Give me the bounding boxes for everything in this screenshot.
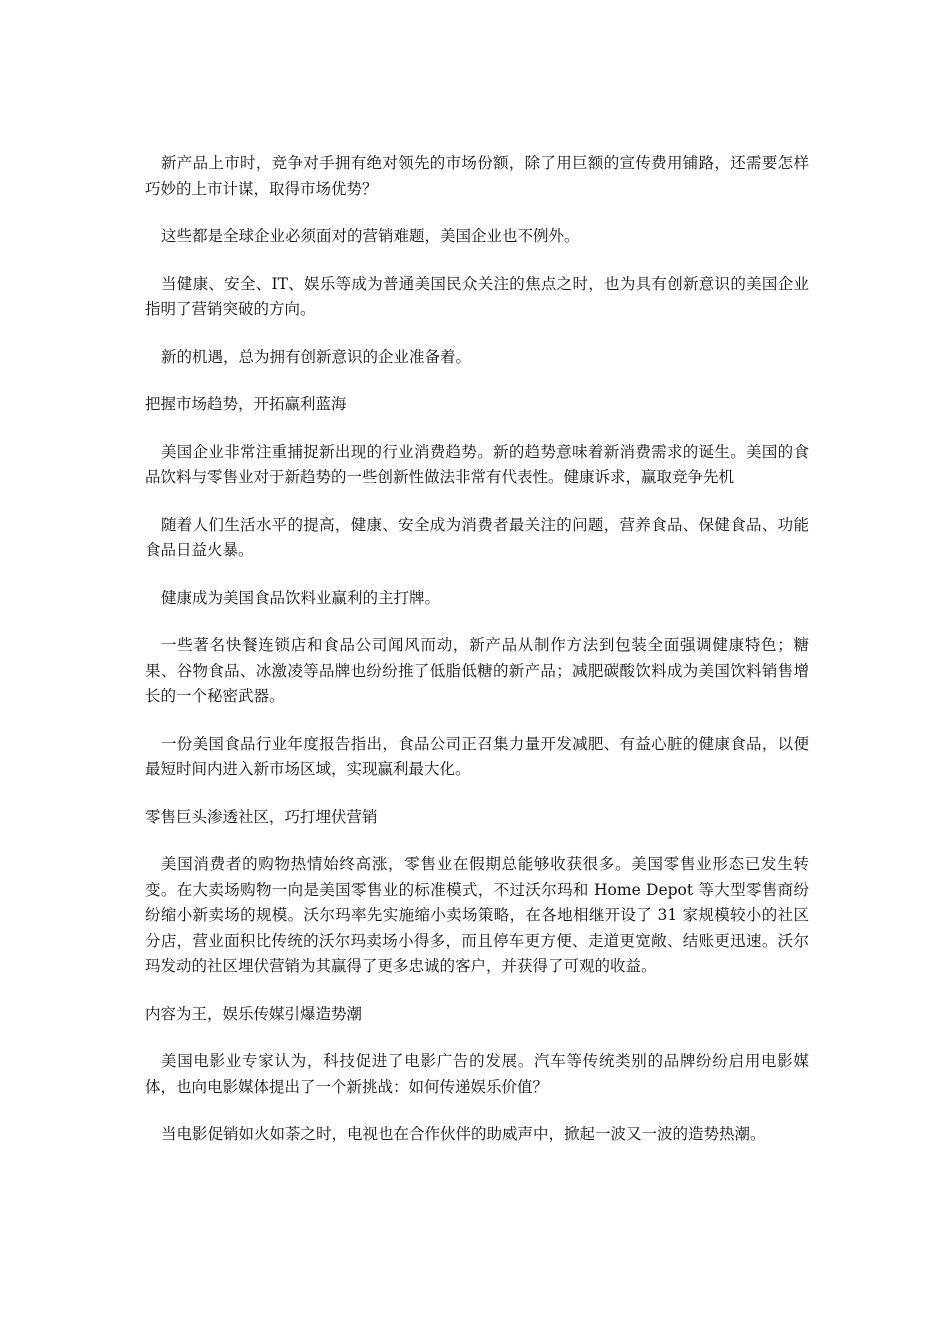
paragraph: 新产品上市时，竞争对手拥有绝对领先的市场份额，除了用巨额的宣传费用铺路，还需要怎样巧妙的上市计谋，取得市场优势？ bbox=[145, 154, 809, 198]
section-heading: 零售巨头渗透社区，巧打埋伏营销 bbox=[145, 807, 378, 826]
document-body bbox=[145, 151, 809, 1170]
section-heading: 把握市场趋势，开拓赢利蓝海 bbox=[145, 395, 347, 413]
paragraph: 美国消费者的购物热情始终高涨，零售业在假期总能够收获很多。美国零售业形态已发生转变。在大卖场购物一向是美国零售业的标准模式，不过沃尔玛和 Home Depot 等大型零售商纷纷缩小新卖场的规模。沃尔玛率先实施缩小卖场策略，在各地相继开设了 31 家规模较小的社区分店，营业面积比传统的沃尔玛卖场小得多，而且停车更方便、走道更宽敞、结账更迅速。沃尔玛发动的社区埋伏营销为其赢得了更多忠诚的客户，并获得了可观的收益。 bbox=[145, 855, 809, 975]
paragraph: 健康成为美国食品饮料业赢利的主打牌。 bbox=[161, 588, 441, 607]
paragraph: 当健康、安全、IT、娱乐等成为普通美国民众关注的焦点之时，也为具有创新意识的美国企业指明了营销突破的方向。 bbox=[145, 274, 809, 318]
paragraph: 当电影促销如火如荼之时，电视也在合作伙伴的助威声中，掀起一波又一波的造势热潮。 bbox=[161, 1125, 766, 1143]
paragraph: 随着人们生活水平的提高，健康、安全成为消费者最关注的问题，营养食品、保健食品、功能食品日益火暴。 bbox=[145, 515, 809, 559]
section-heading: 内容为王，娱乐传媒引爆造势潮 bbox=[145, 1004, 363, 1023]
paragraph: 美国电影业专家认为，科技促进了电影广告的发展。汽车等传统类别的品牌纷纷启用电影媒体，也向电影媒体提出了一个新挑战：如何传递娱乐价值？ bbox=[145, 1052, 809, 1096]
paragraph: 美国企业非常注重捕捉新出现的行业消费趋势。新的趋势意味着新消费需求的诞生。美国的食品饮料与零售业对于新趋势的一些创新性做法非常有代表性。健康诉求，赢取竞争先机 bbox=[145, 442, 809, 486]
paragraph: 新的机遇，总为拥有创新意识的企业准备着。 bbox=[161, 347, 472, 366]
paragraph: 一些著名快餐连锁店和食品公司闻风而动，新产品从制作方法到包装全面强调健康特色；糖果、谷物食品、冰激凌等品牌也纷纷推了低脂低糖的新产品；减肥碳酸饮料成为美国饮料销售增长的一个秘密武器。 bbox=[145, 636, 809, 705]
paragraph: 这些都是全球企业必须面对的营销难题，美国企业也不例外。 bbox=[161, 227, 580, 245]
paragraph: 一份美国食品行业年度报告指出，食品公司正召集力量开发减肥、有益心脏的健康食品，以便最短时间内进入新市场区域，实现赢利最大化。 bbox=[145, 734, 809, 778]
